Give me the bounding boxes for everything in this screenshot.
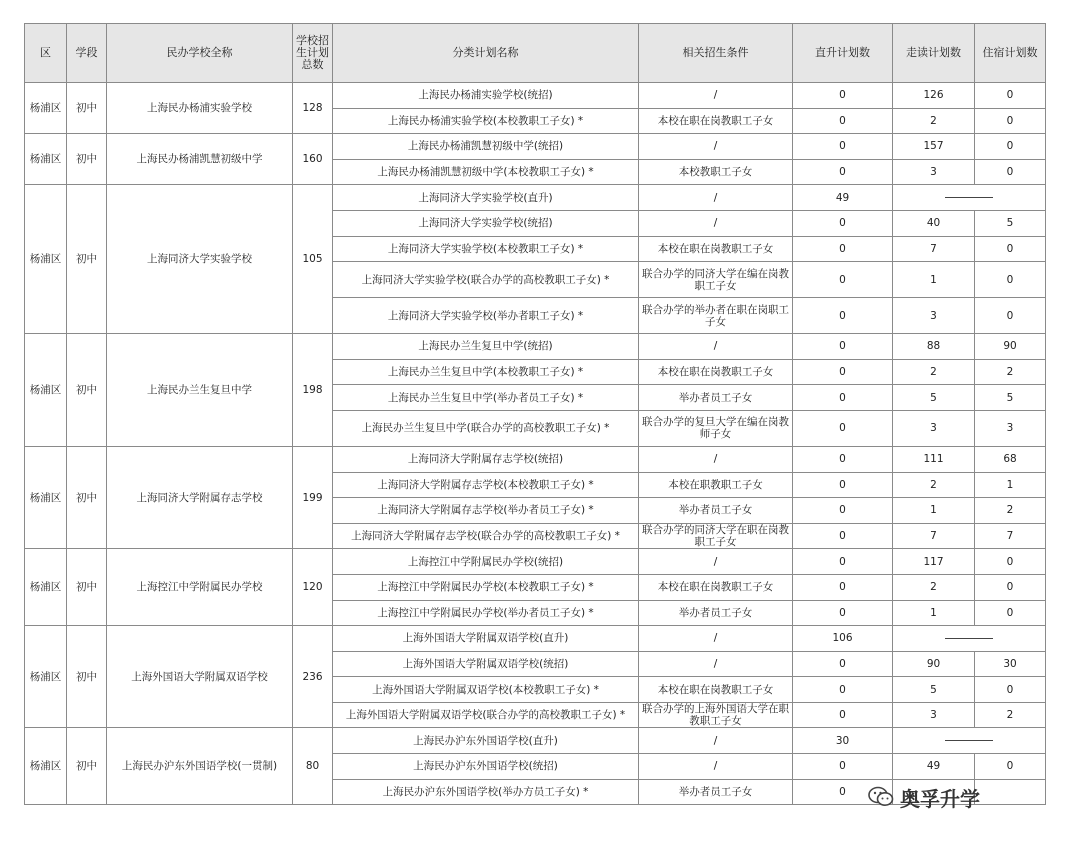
total-cell: 199 — [293, 446, 333, 548]
direct-cell: 0 — [793, 472, 893, 498]
school-name-cell: 上海民办杨浦凯慧初级中学 — [107, 134, 293, 185]
plan-name-cell: 上海同济大学实验学校(举办者职工子女) * — [333, 298, 639, 334]
direct-cell: 106 — [793, 626, 893, 652]
condition-cell: / — [639, 334, 793, 360]
direct-cell: 0 — [793, 754, 893, 780]
boarding-cell: 0 — [975, 574, 1046, 600]
condition-cell: 本校在职在岗教职工子女 — [639, 359, 793, 385]
direct-cell: 30 — [793, 728, 893, 754]
school-name-cell: 上海同济大学附属存志学校 — [107, 446, 293, 548]
district-cell: 杨浦区 — [25, 728, 67, 805]
boarding-cell: 90 — [975, 334, 1046, 360]
header-day: 走读计划数 — [893, 24, 975, 83]
direct-cell: 0 — [793, 334, 893, 360]
school-name-cell: 上海民办沪东外国语学校(一贯制) — [107, 728, 293, 805]
day-cell: 111 — [893, 446, 975, 472]
header-row — [25, 24, 1046, 83]
condition-cell: 联合办学的同济大学在职在岗教职工子女 — [639, 523, 793, 549]
district-cell: 杨浦区 — [25, 83, 67, 134]
boarding-cell: 0 — [975, 159, 1046, 185]
plan-name-cell: 上海同济大学实验学校(统招) — [333, 210, 639, 236]
header-direct: 直升计划数 — [793, 24, 893, 83]
condition-cell: 举办者员工子女 — [639, 385, 793, 411]
plan-name-cell: 上海同济大学实验学校(本校教职工子女) * — [333, 236, 639, 262]
condition-cell: 联合办学的复旦大学在编在岗教师子女 — [639, 410, 793, 446]
school-name-cell: 上海控江中学附属民办学校 — [107, 549, 293, 626]
total-cell: 80 — [293, 728, 333, 805]
direct-cell: 0 — [793, 702, 893, 728]
plan-name-cell: 上海外国语大学附属双语学校(联合办学的高校教职工子女) * — [333, 702, 639, 728]
plan-name-cell: 上海民办杨浦实验学校(统招) — [333, 83, 639, 109]
day-cell: 2 — [893, 108, 975, 134]
plan-name-cell: 上海民办杨浦凯慧初级中学(本校教职工子女) * — [333, 159, 639, 185]
condition-cell: 本校在职在岗教职工子女 — [639, 236, 793, 262]
district-cell: 杨浦区 — [25, 334, 67, 447]
dash-line — [945, 638, 993, 639]
boarding-cell: 68 — [975, 446, 1046, 472]
plan-name-cell: 上海民办兰生复旦中学(举办者员工子女) * — [333, 385, 639, 411]
table-row — [25, 728, 1046, 754]
header-district: 区 — [25, 24, 67, 83]
direct-cell: 0 — [793, 677, 893, 703]
day-cell: 2 — [893, 472, 975, 498]
day-cell: 88 — [893, 334, 975, 360]
plan-name-cell: 上海民办杨浦实验学校(本校教职工子女) * — [333, 108, 639, 134]
day-cell: 3 — [893, 298, 975, 334]
plan-name-cell: 上海民办沪东外国语学校(直升) — [333, 728, 639, 754]
plan-name-cell: 上海同济大学附属存志学校(联合办学的高校教职工子女) * — [333, 523, 639, 549]
condition-cell: 本校在职教职工子女 — [639, 472, 793, 498]
condition-cell: 举办者员工子女 — [639, 498, 793, 524]
stage-cell: 初中 — [67, 626, 107, 728]
boarding-cell — [975, 779, 1046, 805]
boarding-cell: 0 — [975, 83, 1046, 109]
header-conditions: 相关招生条件 — [639, 24, 793, 83]
day-cell: 40 — [893, 210, 975, 236]
stage-cell: 初中 — [67, 185, 107, 334]
total-cell: 128 — [293, 83, 333, 134]
plan-name-cell: 上海民办兰生复旦中学(联合办学的高校教职工子女) * — [333, 410, 639, 446]
not-applicable-cell — [893, 626, 1046, 652]
plan-name-cell: 上海同济大学实验学校(联合办学的高校教职工子女) * — [333, 262, 639, 298]
plan-name-cell: 上海同济大学附属存志学校(举办者员工子女) * — [333, 498, 639, 524]
boarding-cell: 7 — [975, 523, 1046, 549]
total-cell: 236 — [293, 626, 333, 728]
direct-cell: 0 — [793, 298, 893, 334]
plan-name-cell: 上海民办沪东外国语学校(举办方员工子女) * — [333, 779, 639, 805]
direct-cell: 0 — [793, 574, 893, 600]
table-row — [25, 185, 1046, 211]
direct-cell: 0 — [793, 134, 893, 160]
table-row — [25, 134, 1046, 160]
boarding-cell: 0 — [975, 677, 1046, 703]
direct-cell: 0 — [793, 262, 893, 298]
table-row — [25, 334, 1046, 360]
dash-line — [945, 740, 993, 741]
school-name-cell: 上海民办杨浦实验学校 — [107, 83, 293, 134]
day-cell: 157 — [893, 134, 975, 160]
plan-name-cell: 上海民办杨浦凯慧初级中学(统招) — [333, 134, 639, 160]
plan-name-cell: 上海同济大学附属存志学校(统招) — [333, 446, 639, 472]
district-cell: 杨浦区 — [25, 134, 67, 185]
boarding-cell: 0 — [975, 600, 1046, 626]
total-cell: 120 — [293, 549, 333, 626]
stage-cell: 初中 — [67, 83, 107, 134]
header-plan-name: 分类计划名称 — [333, 24, 639, 83]
stage-cell: 初中 — [67, 549, 107, 626]
plan-name-cell: 上海控江中学附属民办学校(本校教职工子女) * — [333, 574, 639, 600]
day-cell: 126 — [893, 83, 975, 109]
plan-name-cell: 上海外国语大学附属双语学校(直升) — [333, 626, 639, 652]
district-cell: 杨浦区 — [25, 185, 67, 334]
condition-cell: 举办者员工子女 — [639, 779, 793, 805]
day-cell: 3 — [893, 702, 975, 728]
condition-cell: 联合办学的上海外国语大学在职教职工子女 — [639, 702, 793, 728]
header-boarding: 住宿计划数 — [975, 24, 1046, 83]
direct-cell: 0 — [793, 549, 893, 575]
district-cell: 杨浦区 — [25, 549, 67, 626]
day-cell: 3 — [893, 159, 975, 185]
condition-cell: / — [639, 651, 793, 677]
boarding-cell: 2 — [975, 359, 1046, 385]
direct-cell: 0 — [793, 359, 893, 385]
condition-cell: / — [639, 134, 793, 160]
header-school-name: 民办学校全称 — [107, 24, 293, 83]
condition-cell: 举办者员工子女 — [639, 600, 793, 626]
day-cell: 5 — [893, 677, 975, 703]
direct-cell: 0 — [793, 108, 893, 134]
watermark-text: 奥孚升学 — [900, 786, 980, 811]
direct-cell: 0 — [793, 523, 893, 549]
boarding-cell: 0 — [975, 262, 1046, 298]
condition-cell: / — [639, 446, 793, 472]
day-cell: 1 — [893, 262, 975, 298]
enrollment-plan-table — [24, 23, 1046, 805]
boarding-cell: 2 — [975, 498, 1046, 524]
school-name-cell: 上海同济大学实验学校 — [107, 185, 293, 334]
day-cell: 7 — [893, 523, 975, 549]
day-cell: 49 — [893, 754, 975, 780]
condition-cell: 本校在职在岗教职工子女 — [639, 108, 793, 134]
day-cell: 2 — [893, 359, 975, 385]
day-cell: 2 — [893, 574, 975, 600]
boarding-cell: 0 — [975, 754, 1046, 780]
district-cell: 杨浦区 — [25, 446, 67, 548]
wechat-icon — [868, 786, 894, 808]
condition-cell: / — [639, 754, 793, 780]
not-applicable-cell — [893, 185, 1046, 211]
day-cell: 117 — [893, 549, 975, 575]
total-cell: 105 — [293, 185, 333, 334]
stage-cell: 初中 — [67, 728, 107, 805]
direct-cell: 0 — [793, 446, 893, 472]
condition-cell: / — [639, 210, 793, 236]
boarding-cell: 30 — [975, 651, 1046, 677]
condition-cell: / — [639, 626, 793, 652]
boarding-cell: 5 — [975, 210, 1046, 236]
direct-cell: 0 — [793, 410, 893, 446]
plan-name-cell: 上海外国语大学附属双语学校(统招) — [333, 651, 639, 677]
condition-cell: 本校在职在岗教职工子女 — [639, 677, 793, 703]
plan-name-cell: 上海民办兰生复旦中学(统招) — [333, 334, 639, 360]
total-cell: 198 — [293, 334, 333, 447]
district-cell: 杨浦区 — [25, 626, 67, 728]
day-cell: 1 — [893, 600, 975, 626]
plan-name-cell: 上海控江中学附属民办学校(统招) — [333, 549, 639, 575]
table-row — [25, 626, 1046, 652]
day-cell: 90 — [893, 651, 975, 677]
boarding-cell: 5 — [975, 385, 1046, 411]
table-row — [25, 549, 1046, 575]
condition-cell: 联合办学的同济大学在编在岗教职工子女 — [639, 262, 793, 298]
direct-cell: 0 — [793, 779, 893, 805]
direct-cell: 0 — [793, 236, 893, 262]
condition-cell: 本校在职在岗教职工子女 — [639, 574, 793, 600]
condition-cell: 联合办学的举办者在职在岗职工子女 — [639, 298, 793, 334]
day-cell: 7 — [893, 236, 975, 262]
boarding-cell: 1 — [975, 472, 1046, 498]
condition-cell: / — [639, 83, 793, 109]
table-body — [25, 83, 1046, 805]
school-name-cell: 上海民办兰生复旦中学 — [107, 334, 293, 447]
direct-cell: 0 — [793, 210, 893, 236]
condition-cell: / — [639, 185, 793, 211]
direct-cell: 0 — [793, 385, 893, 411]
stage-cell: 初中 — [67, 334, 107, 447]
boarding-cell: 0 — [975, 108, 1046, 134]
plan-name-cell: 上海同济大学附属存志学校(本校教职工子女) * — [333, 472, 639, 498]
condition-cell: 本校教职工子女 — [639, 159, 793, 185]
stage-cell: 初中 — [67, 446, 107, 548]
dash-line — [945, 197, 993, 198]
plan-name-cell: 上海民办沪东外国语学校(统招) — [333, 754, 639, 780]
boarding-cell: 0 — [975, 298, 1046, 334]
watermark — [868, 784, 980, 810]
boarding-cell: 3 — [975, 410, 1046, 446]
direct-cell: 0 — [793, 159, 893, 185]
plan-name-cell: 上海外国语大学附属双语学校(本校教职工子女) * — [333, 677, 639, 703]
stage-cell: 初中 — [67, 134, 107, 185]
header-stage: 学段 — [67, 24, 107, 83]
boarding-cell: 2 — [975, 702, 1046, 728]
table-row — [25, 446, 1046, 472]
header-total: 学校招生计划总数 — [293, 24, 333, 83]
boarding-cell: 0 — [975, 236, 1046, 262]
boarding-cell: 0 — [975, 549, 1046, 575]
condition-cell: / — [639, 549, 793, 575]
table-row — [25, 83, 1046, 109]
direct-cell: 49 — [793, 185, 893, 211]
school-name-cell: 上海外国语大学附属双语学校 — [107, 626, 293, 728]
plan-name-cell: 上海同济大学实验学校(直升) — [333, 185, 639, 211]
direct-cell: 0 — [793, 498, 893, 524]
direct-cell: 0 — [793, 651, 893, 677]
day-cell: 5 — [893, 385, 975, 411]
condition-cell: / — [639, 728, 793, 754]
day-cell: 3 — [893, 410, 975, 446]
plan-name-cell: 上海民办兰生复旦中学(本校教职工子女) * — [333, 359, 639, 385]
total-cell: 160 — [293, 134, 333, 185]
day-cell: 1 — [893, 498, 975, 524]
plan-name-cell: 上海控江中学附属民办学校(举办者员工子女) * — [333, 600, 639, 626]
not-applicable-cell — [893, 728, 1046, 754]
direct-cell: 0 — [793, 600, 893, 626]
direct-cell: 0 — [793, 83, 893, 109]
boarding-cell: 0 — [975, 134, 1046, 160]
